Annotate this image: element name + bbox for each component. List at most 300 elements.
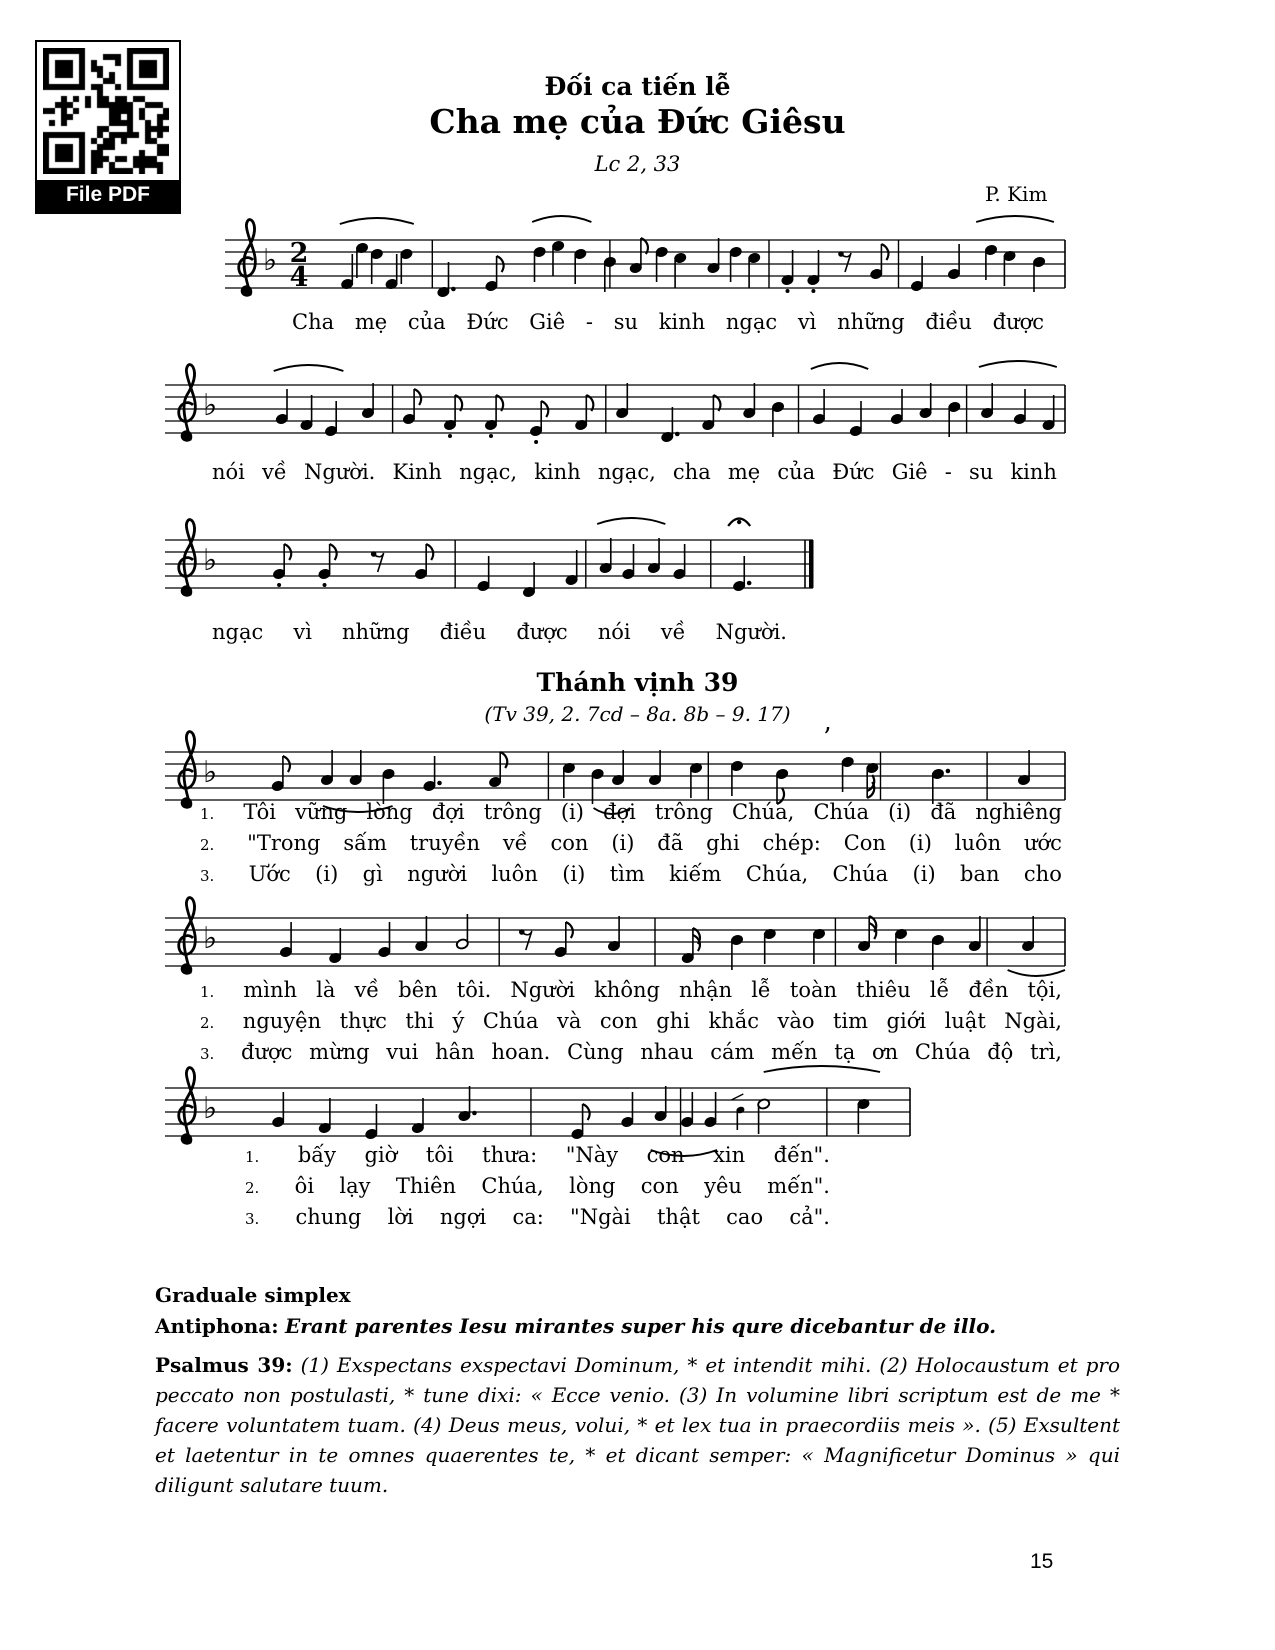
flat-sign: ♭ [203,543,218,578]
note [1021,916,1034,952]
lyric-word: luôn [954,831,1002,855]
lyric-line [212,460,1057,484]
treble-clef-icon [179,732,196,809]
lyric-word: lễ [751,978,771,1002]
lyric-word: cám [710,1040,755,1064]
lyric-word: người [407,862,468,886]
lyric-word: (i) [562,862,586,886]
lyric-word: tìm [609,862,645,886]
note [890,389,903,425]
lyric-word: được [992,310,1044,334]
note [812,928,825,964]
lyric-word: hoan. [491,1040,551,1064]
slur [764,1066,880,1072]
lyric-word: Người [510,978,576,1002]
lyric-word: vững [295,800,348,824]
lyric-word: Người. [715,620,787,644]
lyric-word: nghiêng [975,800,1062,824]
lyric-word: con [550,831,589,855]
note [1042,395,1055,431]
lyric-word: (i) [908,831,932,855]
slur [597,518,665,524]
verse-number: 1. [200,805,215,823]
note [707,238,720,274]
note [948,401,961,437]
note [599,538,612,574]
treble-clef-icon [239,220,256,297]
verse-number: 3. [245,1210,260,1228]
note [781,250,794,293]
verse-number: 3. [200,867,215,885]
note [484,395,503,438]
treble-clef-icon [179,365,196,442]
treble-clef-icon [179,520,196,597]
note [757,1098,770,1134]
note [984,244,997,280]
lyric-word: giới [886,1009,927,1033]
lyric-word: Tôi [243,800,276,824]
final-barline [809,540,814,588]
lyric-word: cho [1023,862,1062,886]
lyric-line [200,862,1062,886]
lyric-word: ghi [706,831,740,855]
note [775,768,788,804]
note [866,762,879,798]
note [575,395,594,431]
note [361,383,374,419]
lyric-word: con [599,1009,638,1033]
note [554,922,573,958]
lyric-word: tội, [1027,978,1062,1002]
lyric-word: luôn [491,862,538,886]
note [689,762,702,798]
lyric-word: được [241,1040,293,1064]
note [1003,250,1016,286]
note [565,550,578,586]
note [743,383,756,419]
music-system-6 [155,1043,920,1193]
lyric-word: chung [295,1205,362,1229]
note [919,383,932,419]
note [477,556,490,592]
slur [274,365,344,371]
note [730,934,743,970]
lyric-word: "Này [565,1143,619,1167]
antiphona-label: Antiphona: [155,1314,279,1338]
lyric-word: Thiên [395,1174,457,1198]
lyric-word: hân [435,1040,475,1064]
note [443,395,462,438]
note [771,401,784,437]
lyric-word: những [837,310,905,334]
lyric-word: luật [944,1009,986,1033]
lyric-word: gì [362,862,383,886]
note [437,262,456,298]
lyric-word: đợi [431,800,465,824]
note [681,1092,694,1128]
lyric-word: Giê [891,460,928,484]
page-title: Cha mẹ của Đức Giêsu [429,102,846,141]
lyric-word: Chúa, [481,1174,544,1198]
lyric-word: ước [1024,831,1062,855]
lyric-line [245,1205,830,1229]
note [611,750,624,786]
slur [340,218,414,224]
note [329,928,342,964]
note [673,544,686,580]
lyric-word: toàn [789,978,838,1002]
qr-label: File PDF [37,180,179,212]
lyric-word: (i) [888,800,912,824]
lyric-word: nói [212,460,245,484]
note [947,244,960,280]
lyric-word: thật [656,1205,700,1229]
lyric-word: su [613,310,638,334]
lyric-word: mừng [309,1040,370,1064]
lyric-word: giờ [364,1143,398,1167]
note [654,1086,667,1122]
lyric-word: độ [987,1040,1014,1064]
lyric-word: bên [398,978,438,1002]
lyric-word: tim [832,1009,869,1033]
note [702,395,721,431]
note [279,922,292,958]
lyric-word: trì, [1030,1040,1062,1064]
lyric-word: yêu [704,1174,742,1198]
lyric-word: truyền [409,831,481,855]
lyric-word: Đức [466,310,509,334]
note [838,251,851,272]
note [622,544,635,580]
lyric-word: về [502,831,528,855]
lyric-word: su [969,460,994,484]
slur [811,363,868,369]
lyric-word: vui [386,1040,419,1064]
page-number: 15 [1030,1550,1054,1573]
lyric-word: những [342,620,410,644]
composer-name: P. Kim [985,182,1048,206]
note [1017,750,1030,786]
flat-sign: ♭ [203,388,218,423]
antiphona-text: Erant parentes Iesu mirantes super his qure dicebantur de illo. [285,1314,997,1338]
lyric-word: mẹ [727,460,761,484]
lyric-word: không [594,978,660,1002]
lyric-word: điều [439,620,487,644]
lyric-word: bấy [297,1143,336,1167]
note [681,928,700,964]
note [812,389,825,425]
verse-number: 2. [200,1014,215,1032]
note [674,252,687,288]
lyric-word: ban [960,862,1000,886]
note [485,256,504,292]
note [730,760,743,796]
lyric-line [212,620,787,644]
lyric-word: "Ngài [570,1205,631,1229]
lyric-line [292,310,1044,334]
note [849,401,862,437]
lyric-word: mẹ [354,310,388,334]
lyric-word: Chúa [482,1009,539,1033]
lyric-line [200,1009,1062,1033]
note [616,383,629,419]
lyric-word: kinh [534,460,581,484]
lyric-word: lời [387,1205,414,1229]
lyric-word: Đức [832,460,875,484]
note [551,240,564,276]
lyric-word: tôi [425,1143,454,1167]
note [704,1092,717,1128]
graduale-heading: Graduale simplex [155,1283,351,1307]
note [529,401,548,444]
note [371,551,384,572]
lyric-word: về [660,620,686,644]
lyric-word: - [585,310,593,334]
note [968,916,981,952]
lyric-word: Chúa, [745,862,809,886]
slur [532,216,591,222]
psalmus-label: Psalmus 39: [155,1353,293,1377]
lyric-word: của [407,310,446,334]
lyric-word: và [556,1009,582,1033]
lyric-word: của [777,460,816,484]
lyric-word: chép: [762,831,821,855]
lyric-word: đã [930,800,957,824]
lyric-word: kinh [1010,460,1057,484]
note [522,562,535,598]
lyric-word: mến [771,1040,818,1064]
lyric-word: xin [713,1143,746,1167]
note [272,544,291,587]
lyric-line [200,800,1062,824]
slur [979,361,1057,367]
lyric-word: ơn [871,1040,899,1064]
note [341,254,354,290]
flat-sign: ♭ [203,921,218,956]
note [414,544,433,580]
note [591,768,604,804]
time-sig-denominator: 4 [289,262,309,293]
note [400,248,413,284]
note [931,934,944,970]
note [763,928,776,964]
lyric-word: sấm [343,831,387,855]
verse-number: 2. [245,1179,260,1197]
lyric-word: vào [777,1009,815,1033]
scripture-reference: Lc 2, 33 [594,152,681,176]
note [1013,389,1026,425]
lyric-word: được [516,620,568,644]
lyric-word: ngợi [439,1205,487,1229]
note [648,750,661,786]
lyric-word: nhận [679,978,733,1002]
lyric-word: Chúa [914,1040,971,1064]
lyric-word: vì [293,620,312,644]
slur [976,216,1054,222]
note [519,929,532,950]
lyric-line [200,831,1062,855]
lyric-word: Chúa [832,862,889,886]
note [857,916,876,952]
lyric-word: trông [483,800,542,824]
note [370,248,383,284]
lyric-word: lễ [929,978,950,1002]
lyric-word: Ước [248,862,291,886]
lyric-word: ghi [656,1009,690,1033]
note [365,1104,378,1140]
lyric-word: cha [672,460,711,484]
lyric-word: kiếm [669,862,722,886]
note [275,389,288,425]
note [574,248,587,284]
note [402,389,421,425]
lyric-line [200,1040,1062,1064]
lyric-word: ngạc, [459,460,518,484]
note [272,1092,285,1128]
lyric-word: Cùng [567,1040,624,1064]
note [629,238,648,274]
note [980,383,993,419]
note [382,768,395,804]
note [931,768,950,804]
time-sig-numerator: 2 [289,238,309,269]
note [733,556,752,592]
psalmus-paragraph [155,1350,1120,1500]
lyric-word: Chúa [813,800,870,824]
lyric-word: "Trong [247,831,321,855]
verse-number: 1. [245,1148,260,1166]
note [807,250,820,293]
note [300,395,313,431]
flat-sign: ♭ [203,1091,218,1126]
note [748,252,761,288]
treble-clef-icon [179,1068,196,1145]
note [910,256,923,292]
note [488,752,507,788]
note [320,750,333,786]
note [456,914,469,950]
lyric-word: điều [925,310,972,334]
lyric-word: nhau [640,1040,694,1064]
flat-sign: ♭ [263,243,278,278]
psalm-heading: Thánh vịnh 39 [536,668,739,697]
lyric-word: khắc [708,1009,759,1033]
verse-number: 3. [200,1045,215,1063]
note [385,254,398,290]
lyric-word: trông [654,800,713,824]
lyric-word: cao [726,1205,764,1229]
lyric-word: (i) [912,862,936,886]
note [458,1086,477,1122]
lyric-word: Ngài, [1004,1009,1062,1033]
note [415,916,428,952]
lyric-word: lòng [366,800,413,824]
lyric-word: Con [843,831,886,855]
lyric-word: (i) [560,800,584,824]
lyric-word: cả". [789,1205,830,1229]
lyric-word: về [262,460,287,484]
lyric-word: tạ [834,1040,856,1064]
note [271,756,290,792]
note [423,756,442,792]
note [318,1098,331,1134]
lyric-word: nói [597,620,631,644]
lyric-word: là [316,978,336,1002]
lyric-line [245,1174,830,1198]
note [870,244,889,280]
lyric-word: ngạc [212,620,264,644]
lyric-word: ca: [512,1205,544,1229]
breath-mark: ’ [823,723,832,753]
lyric-word: thực [339,1009,387,1033]
flat-sign: ♭ [203,755,218,790]
note [324,401,337,437]
lyric-word: Người. [303,460,376,484]
note [647,538,660,574]
note [841,756,854,792]
lyric-word: (i) [611,831,635,855]
lyric-word: đền [968,978,1009,1002]
lyric-word: lạy [339,1174,371,1198]
lyric-word: ôi [294,1174,315,1198]
note [349,750,362,786]
lyric-word: con [646,1143,685,1167]
note [894,928,907,964]
fermata-icon [728,519,750,527]
lyric-line [245,1143,830,1167]
lyric-word: ý [452,1009,465,1033]
lyric-word: về [354,978,380,1002]
note [411,1098,424,1134]
verse-number: 2. [200,836,215,854]
note [355,242,368,278]
lyric-word: vì [797,310,817,334]
lyric-word: đến". [773,1143,830,1167]
note [1032,256,1045,292]
note [621,1092,634,1128]
lyric-line [200,978,1062,1002]
treble-clef-icon [179,898,196,975]
note [571,1104,590,1140]
lyric-word: ngạc [725,310,778,334]
note [562,762,575,798]
psalm-reference: (Tv 39, 2. 7cd – 8a. 8b – 9. 17) [484,702,791,726]
lyric-word: Kinh [392,460,442,484]
lyric-word: thưa: [482,1143,538,1167]
genre-heading: Đối ca tiến lễ [544,72,731,101]
verse-number: 1. [200,983,215,1001]
lyric-word: Chúa, [732,800,795,824]
lyric-word: ngạc, [597,460,656,484]
lyric-word: lòng [569,1174,616,1198]
lyric-word: (i) [315,862,339,886]
slur [1008,970,1065,976]
note [318,544,337,587]
lyric-word: nguyện [242,1009,322,1033]
lyric-word: Cha [292,310,335,334]
lyric-word: kinh [658,310,706,334]
note [607,916,620,952]
lyric-word: thi [405,1009,435,1033]
lyric-word: Giê [529,310,566,334]
lyric-word: con [640,1174,679,1198]
note [857,1098,870,1134]
note [661,407,680,443]
lyric-word: mến". [767,1174,830,1198]
lyric-word: đã [657,831,684,855]
note [378,922,391,958]
lyric-word: mình [243,978,298,1002]
